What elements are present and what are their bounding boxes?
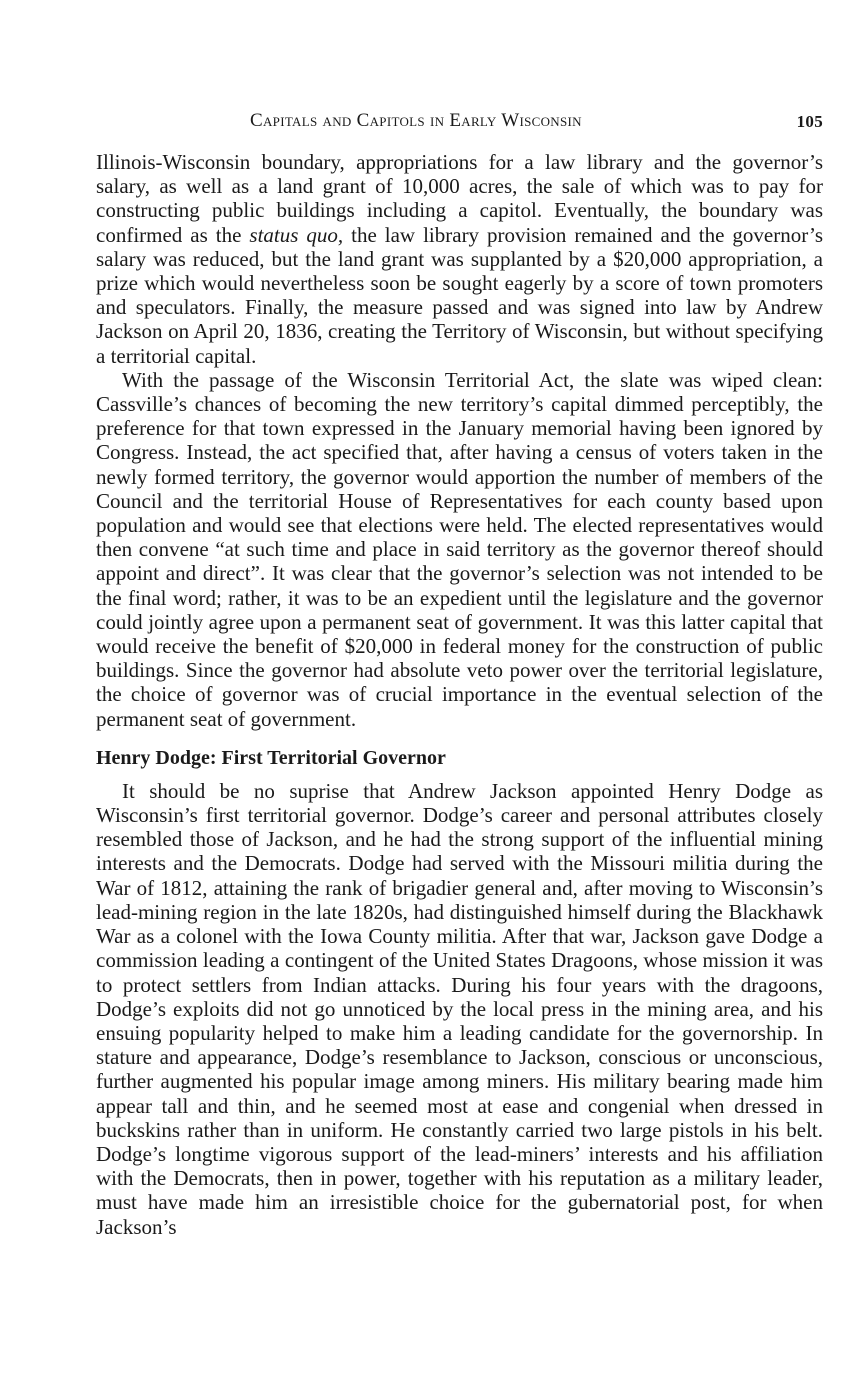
paragraph-1-text-a: Illinois-Wisconsin boundary, appropriations for a law library and the governor’s salary, as well as a land grant of 10,000 acres, the sale of which was to pay for constructing public buildings including a capitol. Eventually, the boundary was confirmed as the	[96, 150, 823, 247]
paragraph-1-text-b: the law library provision remained and the governor’s salary was reduced, but the land grant was supplanted by a $20,000 appropriation, a prize which would nevertheless soon be sought eagerly by a score of town promoters and speculators. Finally, the measure passed and was signed into law by Andrew Jackson on April 20, 1836, creating the Territory of Wisconsin, but without specifying a territorial capital.	[96, 222, 824, 368]
running-title: Capitals and Capitols in Early Wisconsin	[250, 110, 582, 131]
paragraph-2: With the passage of the Wisconsin Territorial Act, the slate was wiped clean: Cassville’s chances of becoming the new territory’s capital dimmed perceptibly, the preference for that town expressed in the January memorial having been ignored by Congress. Instead, the act specified that, after having a census of voters taken in the newly formed territory, the governor would apportion the number of members of the Council and the territorial House of Representatives for each county based upon population and would see that elections were held. The elected representatives would then convene “at such time and place in said territory as the governor thereof should appoint and direct”. It was clear that the governor’s selection was not intended to be the final word; rather, it was to be an expedient until the legislature and the governor could jointly agree upon a permanent seat of government. It was this latter capital that would receive the benefit of $20,000 in federal money for the construction of public buildings. Since the governor had absolute veto power over the territorial legislature, the choice of governor was of crucial importance in the eventual selection of the permanent seat of government.	[96, 367, 823, 731]
status-quo-italic: status quo,	[249, 222, 344, 247]
section-heading: Henry Dodge: First Territorial Governor	[96, 746, 446, 769]
paragraph-1	[96, 150, 823, 368]
book-page	[96, 106, 823, 1239]
page-number: 105	[796, 112, 823, 131]
paragraph-3: It should be no suprise that Andrew Jackson appointed Henry Dodge as Wisconsin’s first territorial governor. Dodge’s career and personal attributes closely resembled those of Jackson, and he had the strong support of the influential mining interests and the Democrats. Dodge had served with the Missouri militia during the War of 1812, attaining the rank of brigadier general and, after moving to Wisconsin’s lead-mining region in the late 1820s, had distinguished himself during the Blackhawk War as a colonel with the Iowa County militia. After that war, Jackson gave Dodge a commission leading a contingent of the United States Dragoons, whose mission it was to protect settlers from Indian attacks. During his four years with the dragoons, Dodge’s exploits did not go unnoticed by the local press in the mining area, and his ensuing popularity helped to make him a leading candidate for the governorship. In stature and appearance, Dodge’s resemblance to Jackson, conscious or unconscious, further augmented his popular image among miners. His military bearing made him appear tall and thin, and he seemed most at ease and congenial when dressed in buckskins rather than in uniform. He constantly carried two large pistols in his belt. Dodge’s longtime vigorous support of the lead-miners’ interests and his affiliation with the Democrats, then in power, together with his reputation as a military leader, must have made him an irresistible choice for the gubernatorial post, for when Jackson’s	[96, 778, 823, 1239]
running-head	[96, 106, 823, 138]
